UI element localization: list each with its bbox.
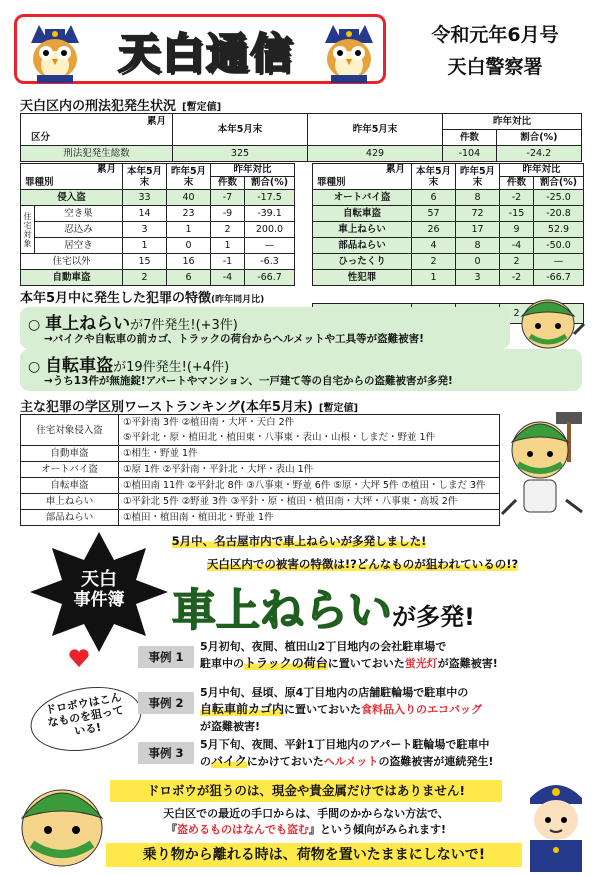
row-count: 1 xyxy=(211,238,245,254)
ranking-line: ①植田南 11件 ②平針北 8件 ③八事東・野並 6件 ⑤原・大坪 5件 ⑦植田・しまだ 3件 xyxy=(119,478,500,494)
ranking-table xyxy=(20,414,500,526)
header-cumulative: 累月 xyxy=(21,114,173,130)
header-last: 昨年5月末 xyxy=(456,164,500,190)
feature-bicycle-theft xyxy=(20,349,582,391)
row-last: 17 xyxy=(456,222,500,238)
row-current: 2 xyxy=(412,254,456,270)
row-name: 自動車盗 xyxy=(21,270,123,286)
row-last: 23 xyxy=(167,206,211,222)
bottom-warning: ドロボウが狙うのは、現金や貴金属だけではありません! xyxy=(110,780,502,802)
row-last: 1 xyxy=(167,222,211,238)
police-station-label: 天白警察署 xyxy=(447,56,543,78)
row-ratio: -50.0 xyxy=(534,238,584,254)
row-last: 8 xyxy=(456,238,500,254)
case-stolen-item: 蛍光灯 xyxy=(404,657,438,670)
case-text: に置いておいた xyxy=(284,703,362,716)
row-count: -2 xyxy=(500,270,534,286)
header-crime-type: 罪種別 xyxy=(313,177,412,190)
thief-mascot-icon xyxy=(10,772,114,872)
case-highlight: トラックの荷台 xyxy=(244,656,328,670)
header-current: 本年5月末 xyxy=(173,114,308,146)
feature-car-theft xyxy=(20,307,510,349)
section-title: 主な犯罪の学区別ワーストランキング(本年5月末) xyxy=(20,400,313,415)
newsletter-title: 天白通信 xyxy=(101,25,311,77)
row-last: 16 xyxy=(167,254,211,270)
row-current: 4 xyxy=(412,238,456,254)
ranking-line: ①平針北 5件 ②野並 3件 ③平針・原・植田・植田南・大坪・八事東・高坂 2件 xyxy=(119,494,500,510)
case-highlight: バイク xyxy=(211,754,247,768)
feature-detail: →うち13件が無施錠!アパートやマンション、一戸建て等の自宅からの盗難被害が多発! xyxy=(44,375,453,387)
ranking-type: 住宅対象侵入盗 xyxy=(21,415,119,446)
bullet: ○ xyxy=(28,359,46,375)
header-yoy: 昨年対比 xyxy=(443,114,582,130)
notice-text: 天白区内での被害の特徴は!?どんなものが狙われているの!? xyxy=(206,557,519,571)
headline-main: 車上ねらい xyxy=(172,585,392,636)
total-last: 429 xyxy=(308,146,443,162)
row-name: 侵入盗 xyxy=(21,190,123,206)
row-current: 1 xyxy=(412,270,456,286)
crime-table-left xyxy=(20,163,295,286)
headline-tail: が多発! xyxy=(392,603,475,631)
notice-citywide xyxy=(140,533,458,551)
owl-police-mascot-icon xyxy=(317,21,381,83)
case-text: が盗難被害! xyxy=(200,720,261,733)
row-ratio: -6.3 xyxy=(245,254,295,270)
row-last: 8 xyxy=(456,190,500,206)
row-last: 3 xyxy=(456,270,500,286)
thief-mascot-icon xyxy=(508,294,586,350)
ranking-type: 車上ねらい xyxy=(21,494,119,510)
row-current: 57 xyxy=(412,206,456,222)
row-name: 空き巣 xyxy=(35,206,123,222)
section-title: 天白区内の刑法犯発生状況 xyxy=(20,99,177,114)
notice-text: 5月中、名古屋市内で車上ねらいが多発しました! xyxy=(171,534,427,548)
header-ratio: 割合(%) xyxy=(534,177,584,190)
header-crime-type: 罪種別 xyxy=(21,177,123,190)
heart-icon xyxy=(68,648,90,668)
row-name: 車上ねらい xyxy=(313,222,412,238)
total-current: 325 xyxy=(173,146,308,162)
total-ratio: -24.2 xyxy=(496,146,581,162)
bottom-text: 天白区での最近の手口からは、手間のかからない方法で、 xyxy=(163,807,449,820)
row-last: 0 xyxy=(167,238,211,254)
section-title: 本年5月中に発生した犯罪の特徴 xyxy=(20,291,212,306)
case-text: の盗難被害が連続発生! xyxy=(378,755,494,768)
row-ratio: -39.1 xyxy=(245,206,295,222)
header-last: 昨年5月末 xyxy=(167,164,211,190)
row-ratio: — xyxy=(245,238,295,254)
case-text: の xyxy=(200,755,211,768)
row-name: 居空き xyxy=(35,238,123,254)
provisional-tag: [暫定値] xyxy=(318,403,359,414)
badge-text xyxy=(60,570,138,610)
headline xyxy=(172,574,592,634)
row-last: 40 xyxy=(167,190,211,206)
row-current: 2 xyxy=(123,270,167,286)
row-count: -9 xyxy=(211,206,245,222)
case-text: 5月中旬、昼頃、原4丁目地内の店舗駐輪場で駐車中の xyxy=(200,686,469,699)
case-label: 事例 3 xyxy=(138,742,194,764)
row-ratio: -66.7 xyxy=(245,270,295,286)
row-count: -4 xyxy=(211,270,245,286)
row-count: 2 xyxy=(500,254,534,270)
case-stolen-item: ヘルメット xyxy=(323,755,379,768)
row-current: 15 xyxy=(123,254,167,270)
row-current: 14 xyxy=(123,206,167,222)
provisional-tag: [暫定値] xyxy=(182,102,222,113)
section-ranking-heading xyxy=(20,396,500,415)
bottom-emphasis: 盗めるものはなんでも盗む xyxy=(176,823,309,836)
row-ratio: -20.8 xyxy=(534,206,584,222)
row-count: -15 xyxy=(500,206,534,222)
case-1 xyxy=(200,638,590,672)
total-count: -104 xyxy=(443,146,497,162)
row-ratio: -25.0 xyxy=(534,190,584,206)
ranking-line: ①平針南 3件 ②植田南・大坪・天白 2件 xyxy=(119,415,500,431)
row-last: 6 xyxy=(167,270,211,286)
row-name: オートバイ盗 xyxy=(313,190,412,206)
group-residential: 住宅対象 xyxy=(21,206,35,254)
ranking-type: 部品ねらい xyxy=(21,510,119,526)
row-current: 33 xyxy=(123,190,167,206)
row-ratio: 52.9 xyxy=(534,222,584,238)
ranking-line: ①原 1件 ②平針南・平針北・大坪・表山 1件 xyxy=(119,462,500,478)
ranking-line: ①植田・植田南・植田北・野並 1件 xyxy=(119,510,500,526)
feature-crime: 車上ねらい xyxy=(45,314,131,334)
ranking-type: 自転車盗 xyxy=(21,478,119,494)
bottom-call-to-action: 乗り物から離れる時は、荷物を置いたままにしないで! xyxy=(106,843,522,867)
section-crime-status-heading xyxy=(20,95,580,114)
bottom-text: 』という傾向がみられます! xyxy=(308,823,447,836)
header-count: 件数 xyxy=(211,177,245,190)
case-text: 5月下旬、夜間、平針1丁目地内のアパート駐輪場で駐車中 xyxy=(200,738,490,751)
section-subtitle: (昨年同月比) xyxy=(211,295,265,305)
case-stolen-item: 食料品入りのエコバッグ xyxy=(361,703,483,716)
row-name: 性犯罪 xyxy=(313,270,412,286)
bullet: ○ xyxy=(28,317,46,333)
case-text: に置いておいた xyxy=(327,657,405,670)
issue-label: 令和元年6月号 xyxy=(431,24,559,46)
row-count: -1 xyxy=(211,254,245,270)
row-name: 住宅以外 xyxy=(21,254,123,270)
header-current: 本年5月末 xyxy=(412,164,456,190)
header-ratio: 割合(%) xyxy=(245,177,295,190)
row-name: 自転車盗 xyxy=(313,206,412,222)
thief-note-bubble: ドロボウはこんなものを狙っている! xyxy=(25,679,146,760)
header-cumulative: 累月 xyxy=(21,164,123,177)
badge-line: 天白 xyxy=(81,569,117,590)
case-2 xyxy=(200,684,590,735)
row-ratio: -17.5 xyxy=(245,190,295,206)
row-count: -4 xyxy=(500,238,534,254)
case-label: 事例 1 xyxy=(138,646,194,668)
row-count: -7 xyxy=(211,190,245,206)
row-current: 3 xyxy=(123,222,167,238)
row-ratio: — xyxy=(534,254,584,270)
header-last: 昨年5月末 xyxy=(308,114,443,146)
row-count: -2 xyxy=(500,190,534,206)
row-name: ひったくり xyxy=(313,254,412,270)
case-text: が盗難被害! xyxy=(437,657,498,670)
section-features-heading xyxy=(20,287,310,306)
case-highlight: 自転車前カゴ内 xyxy=(200,702,285,716)
ranking-line: ⑤平針北・原・植田北・植田東・八事東・表山・山根・しまだ・野並 1件 xyxy=(119,430,500,446)
row-name: 部品ねらい xyxy=(313,238,412,254)
row-count: 2 xyxy=(500,304,534,324)
header-current: 本年5月末 xyxy=(123,164,167,190)
case-label: 事例 2 xyxy=(138,692,194,714)
bottom-text: 『 xyxy=(165,823,177,836)
ranking-type: 自動車盗 xyxy=(21,446,119,462)
feature-crime: 自転車盗 xyxy=(45,356,114,376)
header-count: 件数 xyxy=(500,177,534,190)
row-current: 26 xyxy=(412,222,456,238)
case-text: 5月初旬、夜間、植田山2丁目地内の会社駐車場で xyxy=(200,640,447,653)
header-count: 件数 xyxy=(443,130,497,146)
owl-police-mascot-icon xyxy=(23,21,87,83)
ranking-type: オートバイ盗 xyxy=(21,462,119,478)
badge-line: 事件簿 xyxy=(73,590,125,610)
case-text: にかけておいた xyxy=(246,755,324,768)
crime-table-right xyxy=(312,163,584,286)
header-category: 区分 xyxy=(21,130,173,146)
header-banner xyxy=(14,14,386,84)
ranking-line: ①相生・野並 1件 xyxy=(119,446,500,462)
bottom-message xyxy=(110,806,502,838)
row-current: 1 xyxy=(123,238,167,254)
row-ratio: 200.0 xyxy=(245,222,295,238)
row-current: 6 xyxy=(412,190,456,206)
notice-question xyxy=(140,556,585,574)
row-count: 2 xyxy=(211,222,245,238)
row-name: 忍込み xyxy=(35,222,123,238)
feature-count: が19件発生!(+4件) xyxy=(113,360,230,375)
row-last: 72 xyxy=(456,206,500,222)
feature-detail: →バイクや自転車の前カゴ、トラックの荷台からヘルメットや工具等が盗難被害! xyxy=(44,333,424,345)
row-last: 0 xyxy=(456,254,500,270)
header-cumulative: 累月 xyxy=(313,164,412,177)
row-ratio: -66.7 xyxy=(534,270,584,286)
summary-table xyxy=(20,113,582,162)
case-text: 駐車中の xyxy=(200,657,244,670)
header-yoy: 昨年対比 xyxy=(211,164,295,177)
row-count: 9 xyxy=(500,222,534,238)
header-ratio: 割合(%) xyxy=(496,130,581,146)
feature-count: が7件発生!(+3件) xyxy=(130,318,238,333)
police-officer-icon xyxy=(516,776,596,872)
case-3 xyxy=(200,736,590,770)
thief-with-hammer-icon xyxy=(496,404,592,520)
header-yoy: 昨年対比 xyxy=(500,164,584,177)
total-label: 刑法犯発生総数 xyxy=(21,146,173,162)
